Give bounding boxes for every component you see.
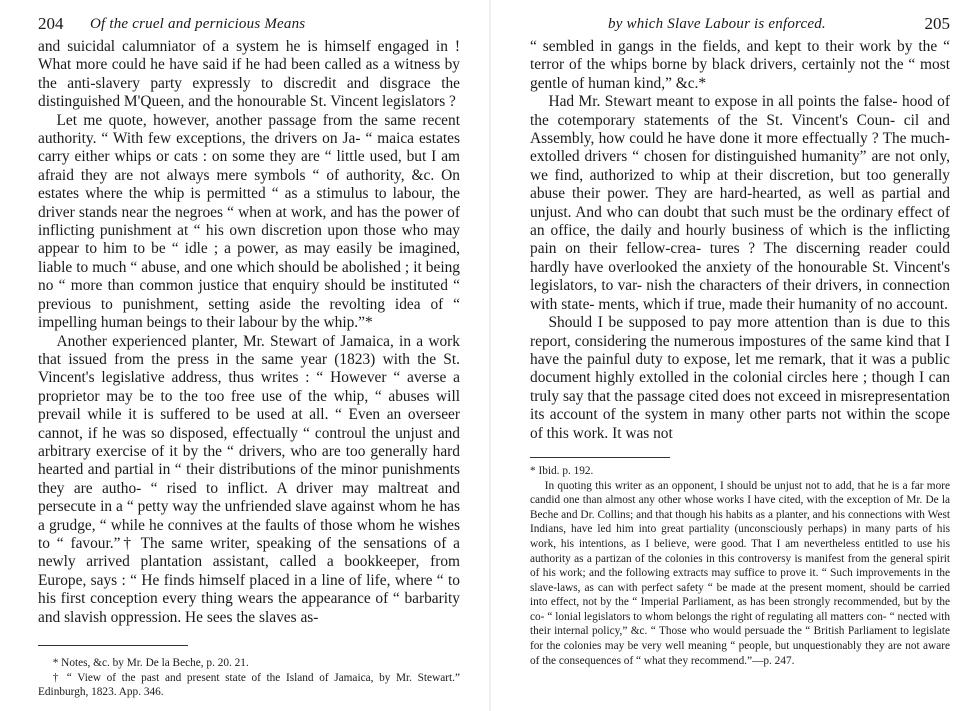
right-running-head [530, 14, 950, 38]
right-page [490, 0, 980, 711]
left-footnote-rule [38, 645, 188, 646]
left-paragraph-1: and suicidal calumniator of a system he is himself engaged in ! What more could he have said if he had been called as a witness by the anti-slavery party expressly to discredit and disgrace the distinguished M'Queen, and the honourable St. Vincent legislators ? [38, 38, 460, 111]
right-footnote-2: In quoting this writer as an opponent, I should be unjust not to add, that he is a far more candid one than almost any other whose works I have cited, with the exception of Mr. De la Beche and Dr. Collins; and that though his habits as a planter, and his connections with West Indians, have led him into great partiality (unconsciously perhaps) in many parts of his work, his intentions, as I believe, were good. That I am nevertheless entitled to use his authority as a partizan of the colonies in this controversy is manifest from the general spirit of his work; and the following extracts may suffice to prove it. “ Such improvements in the slave-laws, as can with perfect safety “ be made at the present moment, should be carried into effect, not by the “ Imperial Parliament, as has been strongly recommended, but by the co- “ lonial legislators to whom belongs the right of regulating all matters con- “ nected with their internal policy,” &c. “ Those who would persuade the “ British Parliament to legislate for the colonies may be very well meaning “ people, but unquestionably they are not aware of the consequences of “ what they recommend.”—p. 247. [530, 479, 950, 667]
left-paragraph-2: Let me quote, however, another passage from the same recent authority. “ With few exceptions, the drivers on Ja- “ maica estates carry either whips or cats : on some they are “ little used, but I am afraid they are not always mere symbols “ of authority, &c. On estates where the whip is permitted “ as a stimulus to labour, the driver stands near the negroes “ when at work, and has the power of inflicting punishment at “ his own discretion upon those who may appear to him to be “ idle ; a power, as may easily be imagined, liable to much “ abuse, and one which should be abolished ; it being no “ more than common justice that enquiry should be instituted “ previous to punishment, setting aside the revolting idea of “ impelling human beings to their labour by the whip.”* [38, 111, 460, 332]
right-paragraph-2: Had Mr. Stewart meant to expose in all points the false- hood of the cotemporary statements of the St. Vincent's Coun- cil and Assembly, how could he have done it more effectually ? The much-extolled drivers “ chosen for distinguished humanity” are not only, we find, authorized to whip at their discretion, but too generally abuse their power. They are hard-hearted, as well as partial and unjust. And who can doubt that such must be the ordinary effect of an office, the daily and hourly business of which is the inflicting pain on their fellow-crea- tures ? The discerning reader could hardly have overlooked the anxiety of the honourable St. Vincent's legislators, to var- nish the characters of their drivers, in connection with state- ments, which if true, made their humanity of no account. [530, 93, 950, 313]
right-footnotes [530, 464, 950, 668]
left-footnote-1: * Notes, &c. by Mr. De la Beche, p. 20. 21. [52, 657, 249, 669]
right-footnote-1: * Ibid. p. 192. [530, 464, 594, 477]
left-footnotes [38, 656, 460, 700]
right-paragraph-3: Should I be supposed to pay more attention than is due to this report, considering the numerous impostures of the same kind that I have the painful duty to expose, let me remark, that it was a public document highly extolled in the colonial circles here ; though I can truly say that the passage cited does not exceed in misrepresentation its account of the system in many other parts not within the scope of this work. It was not [530, 314, 950, 442]
left-running-title: Of the cruel and pernicious Means [90, 16, 306, 32]
right-footnote-rule [530, 457, 670, 458]
left-running-head [38, 14, 460, 38]
right-page-number: 205 [924, 14, 950, 33]
left-body-text [38, 38, 460, 627]
left-footnote-2: † “ View of the past and present state of the Island of Jamaica, by Mr. Stewart.” Edinburgh, 1823. App. 346. [38, 671, 460, 699]
right-body-text [530, 38, 950, 443]
left-paragraph-3: Another experienced planter, Mr. Stewart of Jamaica, in a work that issued from the press in the same year (1823) with the St. Vincent's legislative address, thus writes : “ However “ averse a proprietor may be to the too free use of the whip, “ abuses will prevail while it is suffered to be used at all. “ Even an overseer cannot, if he was so disposed, effectually “ controul the unjust and arbitrary exercise of it by the “ drivers, who are too generally hard hearted and partial in “ their distributions of the minor punishments they are autho- “ rised to inflict. A driver may maltreat and persecute in a “ petty way the unfriended slave against whom he has a grudge, “ while he connives at the faults of those whom he wishes to “ favour.”† The same writer, speaking of the sensations of a newly arrived plantation assistant, called a bookkeeper, from Europe, says : “ He finds himself placed in a line of life, where “ to his first conception every thing wears the appearance of “ barbarity and slavish oppression. He sees the slaves as- [38, 332, 460, 626]
right-running-title: by which Slave Labour is enforced. [608, 16, 826, 32]
right-paragraph-1: “ sembled in gangs in the fields, and kept to their work by the “ terror of the whips borne by black drivers, certainly not the “ most gentle of human kind,” &c.* [530, 38, 950, 92]
left-page-number: 204 [38, 14, 64, 33]
